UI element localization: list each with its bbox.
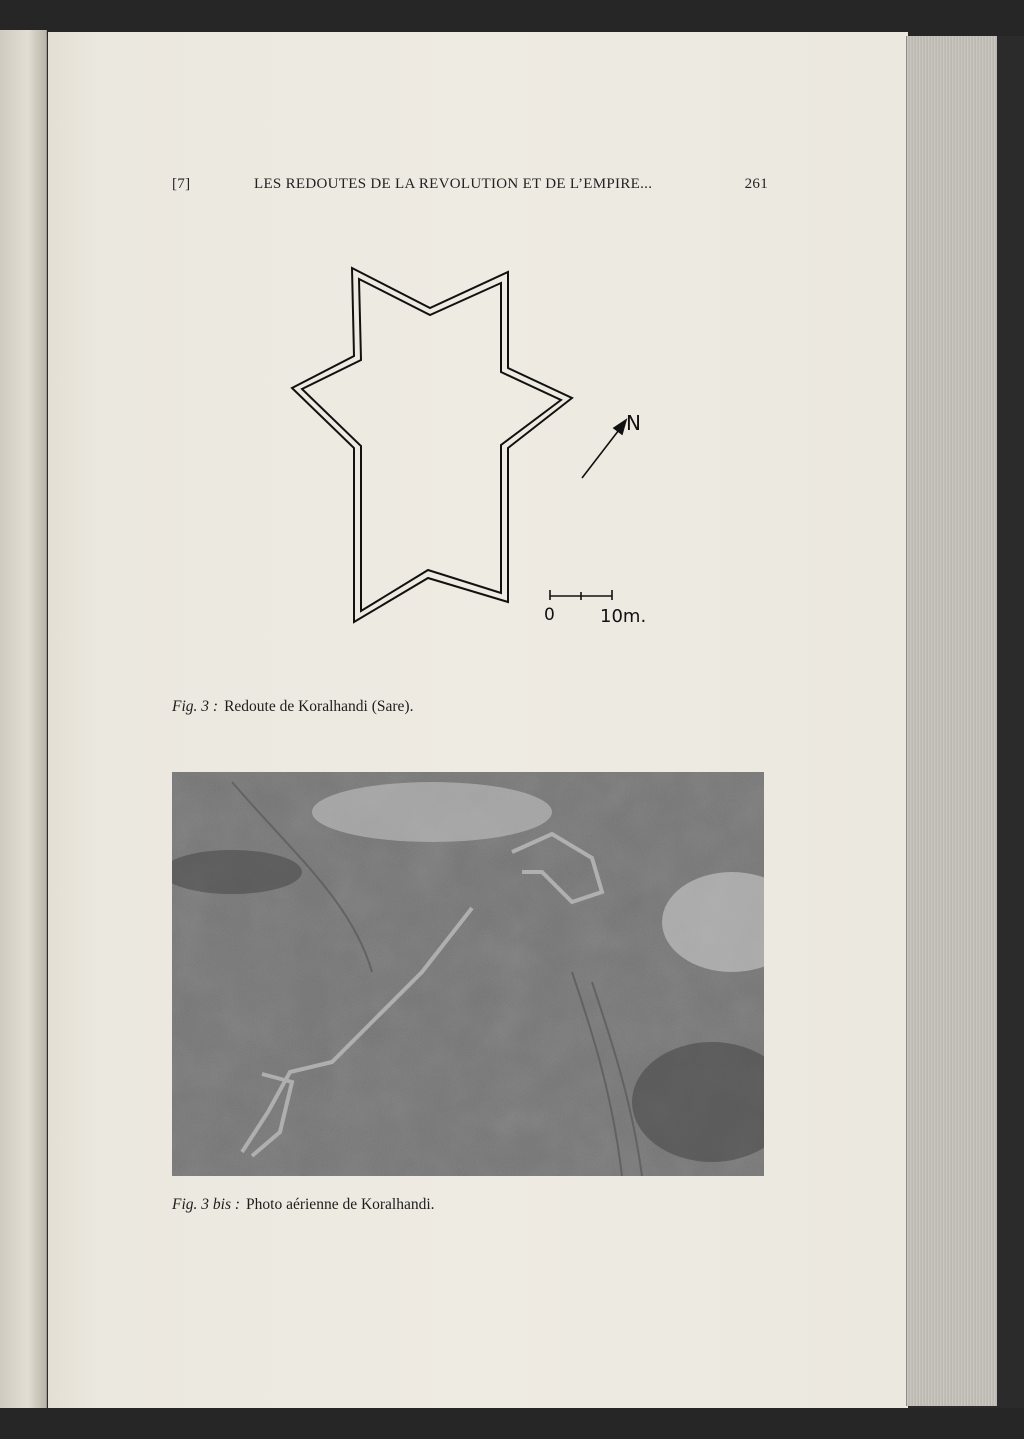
running-header bbox=[172, 176, 768, 200]
left-page-edge bbox=[0, 30, 47, 1410]
page-number: 261 bbox=[744, 176, 768, 192]
figure-3-number: Fig. 3 : bbox=[172, 698, 219, 715]
north-arrow-icon bbox=[582, 420, 626, 478]
section-number: [7] bbox=[172, 176, 191, 192]
background-top bbox=[0, 0, 1024, 36]
scale-zero-label: 0 bbox=[544, 605, 555, 625]
star-outline bbox=[292, 268, 572, 622]
background-bottom bbox=[0, 1408, 1024, 1439]
redoubt-plan-drawing bbox=[270, 250, 690, 650]
figure-3bis-caption bbox=[172, 1196, 435, 1214]
figure-3-caption bbox=[172, 698, 413, 716]
figure-3bis-number: Fig. 3 bis : bbox=[172, 1196, 241, 1213]
aerial-photograph bbox=[172, 772, 764, 1176]
running-title: LES REDOUTES DE LA REVOLUTION ET DE L’EMPIRE... bbox=[254, 176, 653, 192]
scale-bar bbox=[550, 590, 612, 600]
scale-length-label: 10m. bbox=[600, 606, 647, 627]
figure-3-text: Redoute de Koralhandi (Sare). bbox=[224, 698, 414, 715]
north-label: N bbox=[626, 411, 641, 435]
page-stack-edges bbox=[906, 36, 997, 1406]
figure-3bis-text: Photo aérienne de Koralhandi. bbox=[246, 1196, 435, 1213]
